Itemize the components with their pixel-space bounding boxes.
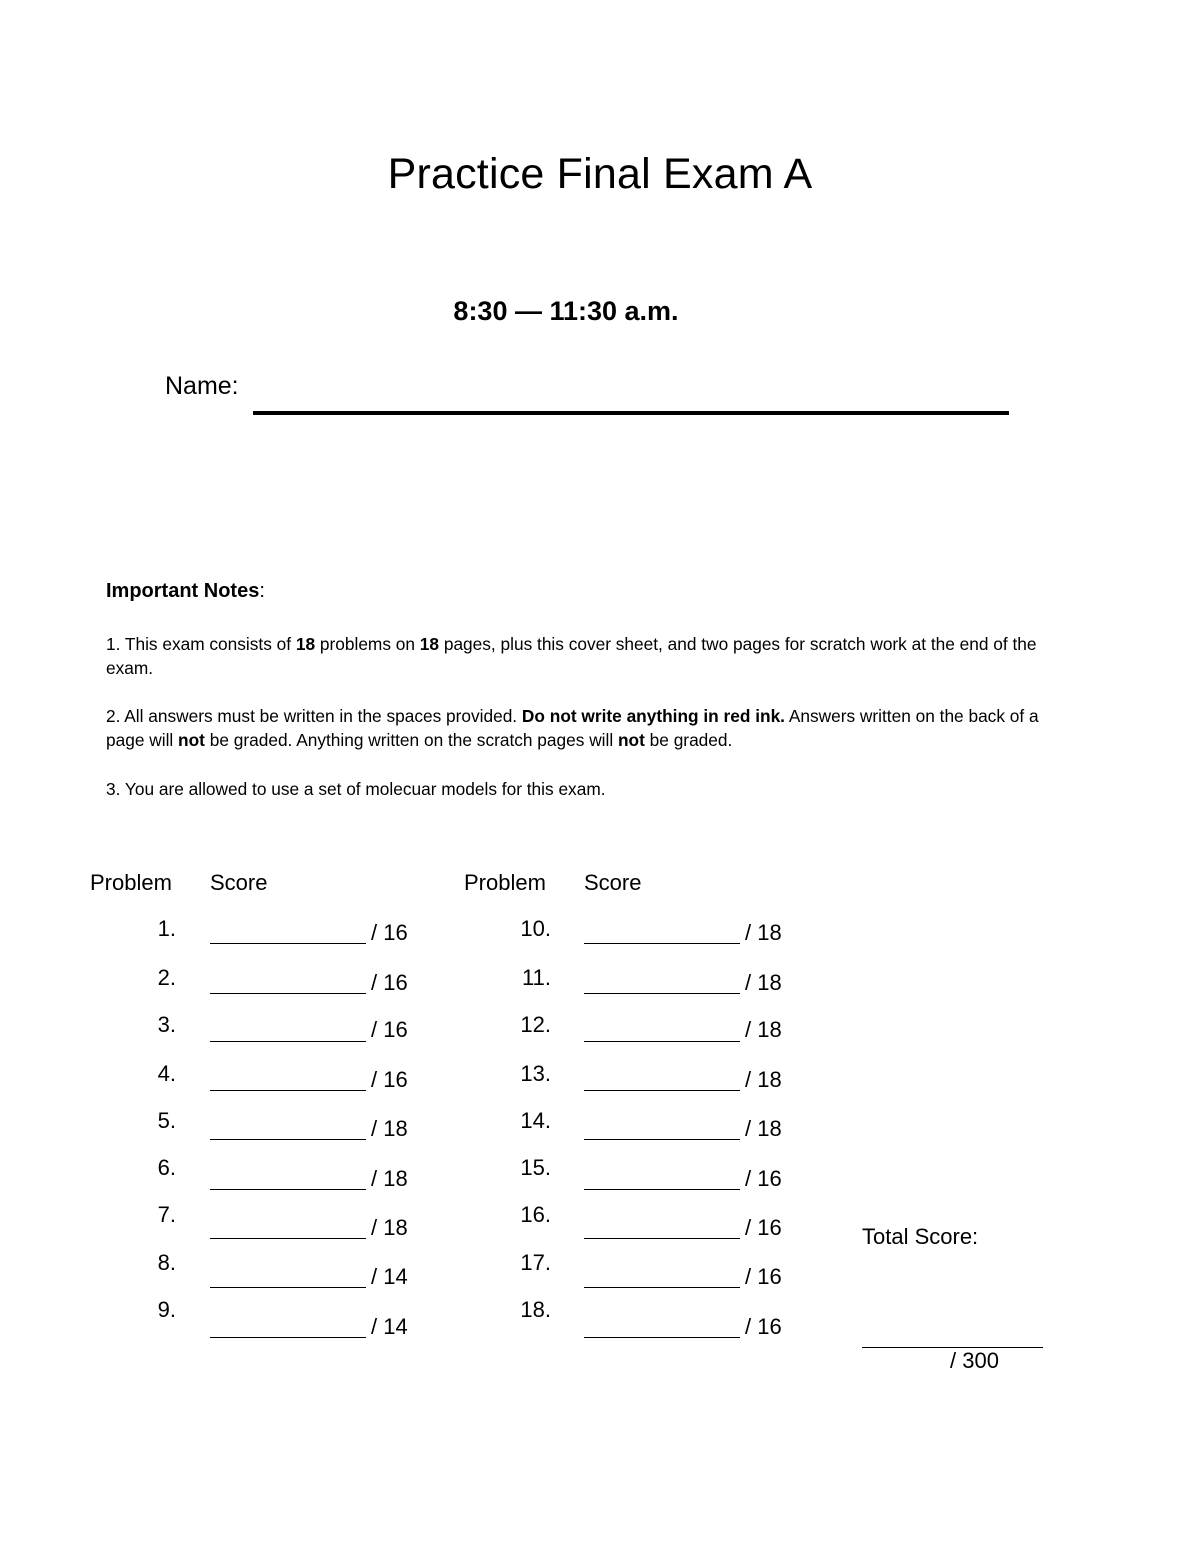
score-blank-line[interactable]	[210, 1189, 366, 1190]
score-blank-line[interactable]	[210, 1090, 366, 1091]
total-score-max: / 300	[950, 1348, 999, 1373]
score-header-left: Score	[210, 870, 268, 895]
total-score-label: Total Score:	[862, 1224, 979, 1249]
note-1: 1. This exam consists of 18 problems on 18 pages, plus this cover sheet, and two pages for scratch work at the end of the exam.	[106, 634, 1037, 678]
max-points: / 14	[371, 1264, 408, 1289]
problem-number: 3.	[157, 1012, 176, 1037]
problem-number: 12.	[520, 1012, 551, 1037]
max-points: / 16	[745, 1314, 782, 1339]
max-points: / 16	[745, 1215, 782, 1240]
problem-number: 6.	[157, 1155, 176, 1180]
page-title: Practice Final Exam A	[387, 150, 813, 198]
problem-number: 1.	[157, 916, 176, 941]
max-points: / 18	[745, 920, 782, 945]
problem-number: 10.	[520, 916, 551, 941]
max-points: / 16	[371, 970, 408, 995]
problem-number: 11.	[522, 965, 551, 990]
max-points: / 18	[371, 1116, 408, 1141]
max-points: / 18	[371, 1166, 408, 1191]
max-points: / 16	[371, 1067, 408, 1092]
problem-number: 7.	[157, 1202, 176, 1227]
score-blank-line[interactable]	[210, 1337, 366, 1338]
score-blank-line[interactable]	[584, 1287, 740, 1288]
problem-number: 9.	[157, 1297, 176, 1322]
problem-number: 18.	[520, 1297, 551, 1322]
max-points: / 18	[745, 970, 782, 995]
problem-number: 13.	[520, 1061, 551, 1086]
problem-number: 4.	[157, 1061, 176, 1086]
problem-header-left: Problem	[90, 870, 172, 895]
score-blank-line[interactable]	[210, 993, 366, 994]
exam-time: 8:30 — 11:30 a.m.	[453, 296, 679, 326]
score-blank-line[interactable]	[584, 1337, 740, 1338]
score-blank-line[interactable]	[584, 1041, 740, 1042]
problem-number: 16.	[520, 1202, 551, 1227]
problem-number: 5.	[157, 1108, 176, 1133]
max-points: / 18	[745, 1116, 782, 1141]
score-header-right: Score	[584, 870, 642, 895]
name-label: Name:	[165, 372, 239, 400]
problem-number: 8.	[157, 1250, 176, 1275]
score-blank-line[interactable]	[210, 943, 366, 944]
score-blank-line[interactable]	[584, 1139, 740, 1140]
problem-number: 17.	[520, 1250, 551, 1275]
max-points: / 16	[745, 1264, 782, 1289]
problem-header-right: Problem	[464, 870, 546, 895]
problem-number: 2.	[157, 965, 176, 990]
max-points: / 14	[371, 1314, 408, 1339]
score-blank-line[interactable]	[210, 1287, 366, 1288]
score-blank-line[interactable]	[584, 943, 740, 944]
score-blank-line[interactable]	[584, 1189, 740, 1190]
max-points: / 16	[745, 1166, 782, 1191]
problem-number: 15.	[520, 1155, 551, 1180]
max-points: / 16	[371, 920, 408, 945]
name-field-line[interactable]	[253, 411, 1009, 415]
note-3: 3. You are allowed to use a set of molecuar models for this exam.	[106, 779, 606, 799]
max-points: / 16	[371, 1017, 408, 1042]
score-blank-line[interactable]	[210, 1139, 366, 1140]
score-blank-line[interactable]	[584, 1090, 740, 1091]
max-points: / 18	[745, 1017, 782, 1042]
max-points: / 18	[371, 1215, 408, 1240]
problem-number: 14.	[520, 1108, 551, 1133]
score-blank-line[interactable]	[210, 1041, 366, 1042]
score-blank-line[interactable]	[584, 993, 740, 994]
score-blank-line[interactable]	[584, 1238, 740, 1239]
max-points: / 18	[745, 1067, 782, 1092]
note-2: 2. All answers must be written in the spaces provided. Do not write anything in red ink. Answers written on the back of a page will not be graded. Anything written on the scratch pages will not be graded.	[106, 706, 1039, 750]
notes-heading: Important Notes:	[106, 580, 265, 602]
score-blank-line[interactable]	[210, 1238, 366, 1239]
